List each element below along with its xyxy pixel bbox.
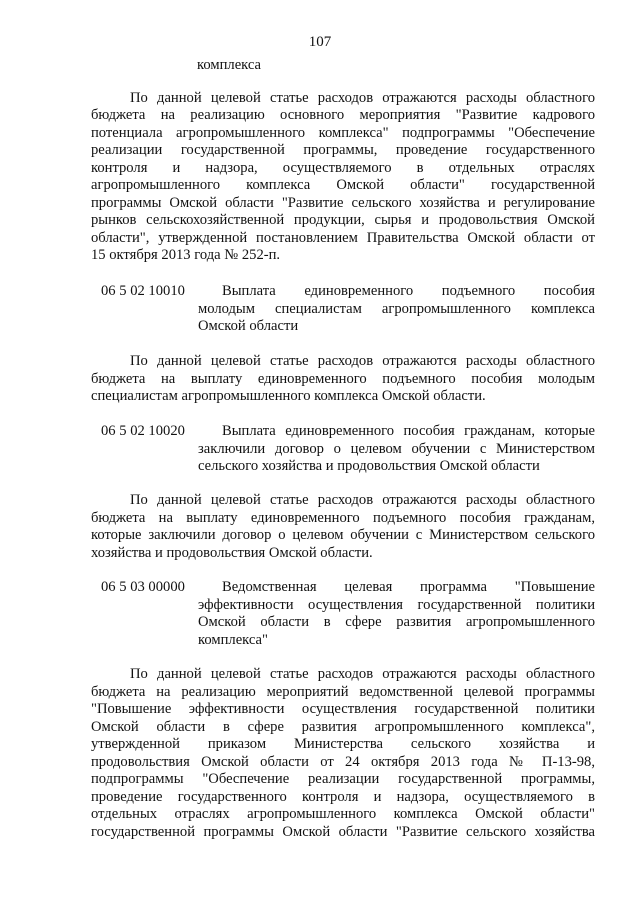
paragraph-line: Омской области в сфере развития агропромышленного комплекса", (91, 719, 595, 735)
paragraph-line: подпрограммы "Обеспечение реализации государственной программы, (91, 771, 595, 787)
paragraph-line: которые заключили договор о целевом обучении с Министерством сельского (91, 527, 595, 543)
item-title-line: заключили договор о целевом обучении с Министерством (198, 441, 595, 457)
item-title-line: сельского хозяйства и продовольствия Омской области (198, 458, 540, 474)
budget-code: 06 5 03 00000 (101, 579, 185, 595)
paragraph-line: рынков сельскохозяйственной продукции, сырья и продовольствия Омской (91, 212, 595, 228)
paragraph-line: утвержденной приказом Министерства сельского хозяйства и (91, 736, 595, 752)
item-title-line: Выплата единовременного подъемного пособия (222, 283, 595, 299)
paragraph-line: По данной целевой статье расходов отражаются расходы областного (130, 90, 595, 106)
paragraph-line: бюджета на реализацию основного мероприятия "Развитие кадрового (91, 107, 595, 123)
paragraph-line: хозяйства и продовольствия Омской области. (91, 545, 373, 561)
paragraph-line: реализации государственной программы, проведение государственного (91, 142, 595, 158)
paragraph-line: По данной целевой статье расходов отражаются расходы областного (130, 666, 595, 682)
item-title-line: Ведомственная целевая программа "Повышение (222, 579, 595, 595)
item-title-line: Омской области (198, 318, 299, 334)
item-title-line: молодым специалистам агропромышленного комплекса (198, 301, 595, 317)
paragraph-line: отдельных отраслях агропромышленного комплекса Омской области" (91, 806, 595, 822)
paragraph-line: программы Омской области "Развитие сельского хозяйства и регулирование (91, 195, 595, 211)
paragraph-line: агропромышленного комплекса Омской области" государственной (91, 177, 595, 193)
paragraph-line: потенциала агропромышленного комплекса" подпрограммы "Обеспечение (91, 125, 595, 141)
item-title-line: Выплата единовременного пособия гражданам, которые (222, 423, 595, 439)
paragraph-line: 15 октября 2013 года № 252-п. (91, 247, 281, 263)
paragraph-line: "Повышение эффективности осуществления государственной политики (91, 701, 595, 717)
item-title-line: комплекса" (198, 632, 268, 648)
paragraph-line: специалистам агропромышленного комплекса Омской области. (91, 388, 486, 404)
paragraph-line: государственной программы Омской области "Развитие сельского хозяйства (91, 824, 595, 840)
paragraph-line: По данной целевой статье расходов отражаются расходы областного (130, 492, 595, 508)
paragraph-line: бюджета на выплату единовременного подъемного пособия молодым (91, 371, 595, 387)
paragraph-line: По данной целевой статье расходов отражаются расходы областного (130, 353, 595, 369)
budget-code: 06 5 02 10020 (101, 423, 185, 439)
item-title-line: Омской области в сфере развития агропромышленного (198, 614, 595, 630)
budget-code: 06 5 02 10010 (101, 283, 185, 299)
page-number: 107 (308, 34, 332, 50)
item-title-line: эффективности осуществления государственной политики (198, 597, 595, 613)
paragraph-line: продовольствия Омской области от 24 октября 2013 года № П-13-98, (91, 754, 595, 770)
paragraph-line: контроля и надзора, осуществляемого в отдельных отраслях (91, 160, 595, 176)
paragraph-line: бюджета на реализацию мероприятий ведомственной целевой программы (91, 684, 595, 700)
paragraph-line: проведение государственного контроля и надзора, осуществляемого в (91, 789, 595, 805)
paragraph-line: области", утвержденной постановлением Правительства Омской области от (91, 230, 595, 246)
top-fragment: комплекса (197, 57, 262, 73)
paragraph-line: бюджета на выплату единовременного подъемного пособия гражданам, (91, 510, 595, 526)
